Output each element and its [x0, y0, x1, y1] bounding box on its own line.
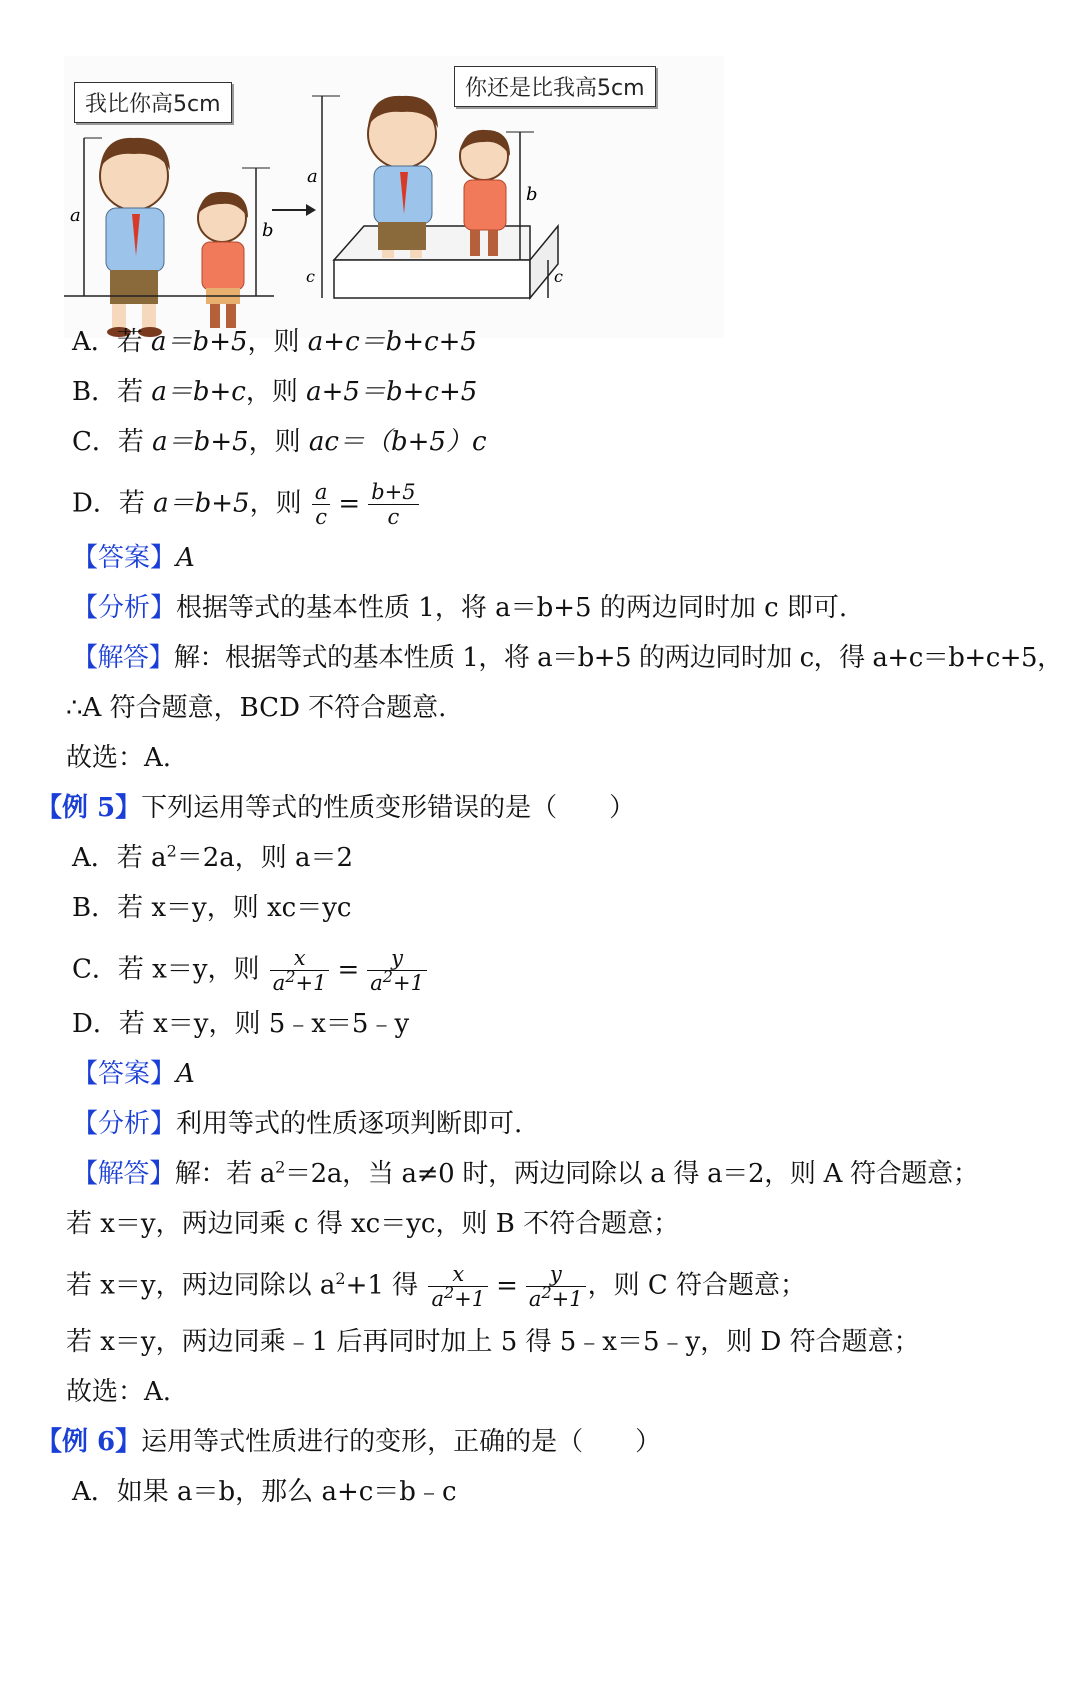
q5-answer: 【答案】A [72, 1059, 195, 1089]
dim-a-left: a [70, 205, 81, 226]
right-speech-label: 你还是比我高5cm [454, 66, 656, 107]
q5-solution-line3: 若 x＝y，两边同除以 $a^2+1$ 得 $\frac{x}{a^2+1}$ = $\frac{y}{a^2+1}$ ，则 C 符合题意； [66, 1262, 807, 1311]
fraction-b5-over-c: $\frac{b+5}{c}$ [368, 480, 418, 529]
q4-solution-line2: ∴A 符合题意，BCD 不符合题意. [66, 693, 447, 723]
q4-option-d: D．若 a＝b+5，则 $\frac{a}{c}$ = $\frac{b+5}{c}$ [72, 480, 421, 529]
q6-stem: 【例 6】运用等式性质进行的变形，正确的是（ ） [36, 1427, 662, 1457]
box-platform [334, 226, 558, 298]
fraction-x-over-a2plus1: $\frac{x}{a^2+1}$ [270, 946, 330, 995]
fraction-y-over-a2plus1-sol: $\frac{y}{a^2+1}$ [526, 1262, 586, 1311]
q5-stem: 【例 5】下列运用等式的性质变形错误的是（ ） [36, 793, 636, 823]
q5-analysis: 【分析】利用等式的性质逐项判断即可. [72, 1109, 523, 1139]
q5-option-b: B．若 x＝y，则 xc＝yc [72, 893, 352, 923]
dim-c-right1: c [306, 267, 315, 286]
illustration [64, 56, 724, 338]
q6-option-a: A．如果 a＝b，那么 a+c＝b﹣c [72, 1477, 457, 1507]
dim-b-left: b [262, 220, 274, 241]
fraction-y-over-a2plus1: $\frac{y}{a^2+1}$ [367, 946, 427, 995]
fraction-x-over-a2plus1-sol: $\frac{x}{a^2+1}$ [428, 1262, 488, 1311]
q5-option-a: A．若 $a^2=2a$，则 a＝2 [72, 841, 354, 873]
q4-answer: 【答案】A [72, 543, 195, 573]
left-speech-label: 我比你高5cm [74, 82, 232, 123]
dim-a-right: a [307, 166, 318, 187]
dim-b-right: b [526, 184, 538, 205]
q5-option-c: C．若 x＝y，则 $\frac{x}{a^2+1}$ = $\frac{y}{a^2+1}$ [72, 946, 429, 995]
q5-option-d: D．若 x＝y，则 5﹣x＝5﹣y [72, 1009, 410, 1039]
q4-analysis: 【分析】根据等式的基本性质 1，将 a＝b+5 的两边同时加 c 即可. [72, 593, 848, 623]
q4-choose: 故选：A. [66, 743, 172, 773]
fraction-a-over-c: $\frac{a}{c}$ [312, 480, 331, 529]
q5-solution-line4: 若 x＝y，两边同乘﹣1 后再同时加上 5 得 5﹣x＝5﹣y，则 D 符合题意； [66, 1327, 920, 1357]
q5-solution-line2: 若 x＝y，两边同乘 c 得 xc＝yc，则 B 不符合题意； [66, 1209, 680, 1239]
q4-option-b: B．若 a＝b+c，则 a+5＝b+c+5 [72, 377, 478, 407]
dim-c-right2: c [554, 267, 563, 286]
q4-option-c: C．若 a＝b+5，则 ac＝（b+5）c [72, 427, 487, 457]
q5-solution-line1: 【解答】解：若 $a^2=2a$，当 a≠0 时，两边同除以 a 得 a＝2，则 A 符合题意； [72, 1157, 979, 1189]
q4-solution-line1: 【解答】解：根据等式的基本性质 1，将 a＝b+5 的两边同时加 c，得 a+c＝b+c+5， [72, 643, 1063, 673]
q5-choose: 故选：A. [66, 1377, 172, 1407]
q4-option-a: A．若 a＝b+5，则 a+c＝b+c+5 [72, 327, 477, 357]
